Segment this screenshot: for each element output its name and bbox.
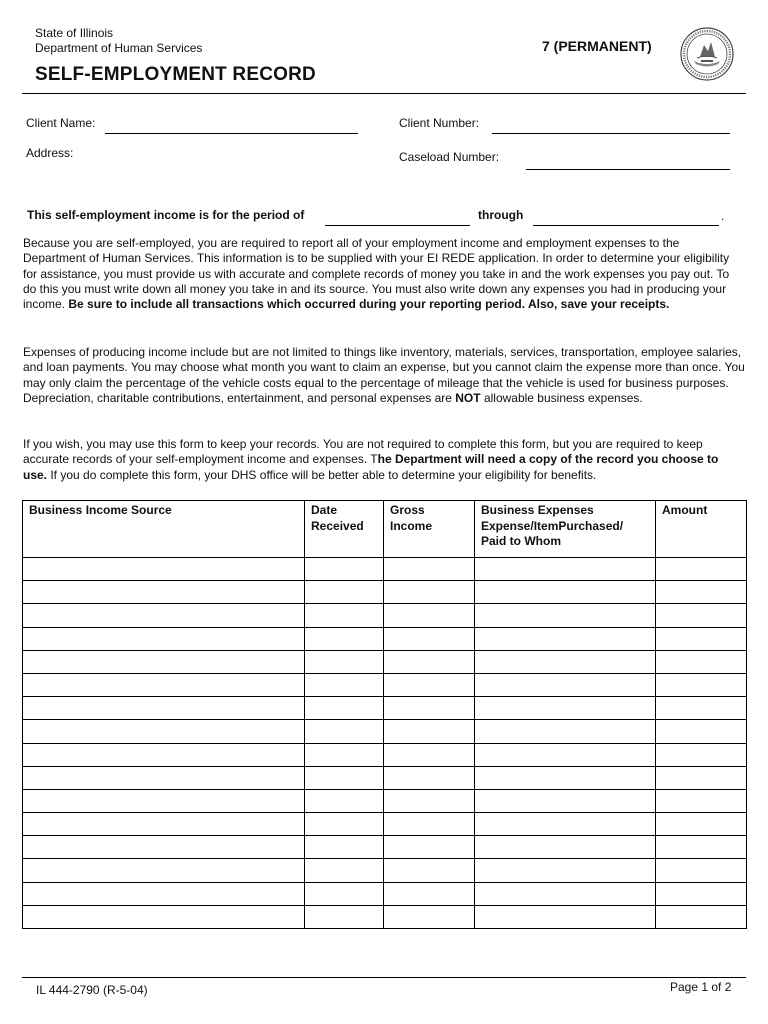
source-cell[interactable] — [23, 859, 305, 882]
paragraph-2-emphasis: NOT — [455, 390, 481, 405]
through-label: through — [478, 208, 524, 222]
gross-income-cell[interactable] — [384, 558, 475, 581]
table-row — [23, 789, 747, 812]
expense-cell[interactable] — [475, 813, 656, 836]
state-name: State of Illinois — [35, 26, 114, 40]
footer-divider — [22, 977, 746, 978]
column-header-amount-text: Amount — [662, 503, 708, 517]
date-cell[interactable] — [305, 581, 384, 604]
agency-block — [35, 26, 202, 56]
gross-income-cell[interactable] — [384, 882, 475, 905]
date-cell[interactable] — [305, 743, 384, 766]
gross-income-cell[interactable] — [384, 697, 475, 720]
department-name: Department of Human Services — [35, 41, 203, 55]
column-header-amount — [656, 501, 747, 558]
period-label: This self-employment income is for the period of — [27, 208, 305, 222]
date-cell[interactable] — [305, 604, 384, 627]
paragraph-3-text: If you wish, you may use this form to keep your records. You are not required to complete this form, but you are required to keep accurate records of your self-employment income and expenses. T — [23, 437, 703, 467]
amount-cell[interactable] — [656, 581, 747, 604]
column-header-business-income-source — [23, 501, 305, 558]
expense-cell[interactable] — [475, 766, 656, 789]
expense-cell[interactable] — [475, 581, 656, 604]
gross-income-cell[interactable] — [384, 813, 475, 836]
expense-cell[interactable] — [475, 650, 656, 673]
paragraph-2-text: Expenses of producing income include but are not limited to things like inventory, materials, services, transportation, employee salaries, and loan payments. You may choose what month you want to claim an expense, but you cannot claim the expense more than once. You may only claim the percentage of the vehicle costs equal to the percentage of mileage that the vehicle is used for business purposes. Depreciation, charitable contributions, entertainment, and personal expenses are — [23, 345, 745, 405]
table-row — [23, 627, 747, 650]
table-row — [23, 720, 747, 743]
expense-cell[interactable] — [475, 558, 656, 581]
table-row — [23, 650, 747, 673]
amount-cell[interactable] — [656, 650, 747, 673]
income-expense-table — [22, 500, 747, 929]
gross-income-cell[interactable] — [384, 627, 475, 650]
expense-cell[interactable] — [475, 905, 656, 928]
expense-cell[interactable] — [475, 743, 656, 766]
column-header-gross-income — [384, 501, 475, 558]
amount-cell[interactable] — [656, 859, 747, 882]
table-row — [23, 673, 747, 696]
column-header-date-received — [305, 501, 384, 558]
state-seal-icon — [680, 27, 734, 81]
table-row — [23, 604, 747, 627]
amount-cell[interactable] — [656, 836, 747, 859]
gross-income-cell[interactable] — [384, 836, 475, 859]
page-title: SELF-EMPLOYMENT RECORD — [35, 64, 316, 85]
expense-cell[interactable] — [475, 627, 656, 650]
column-header-date-line2: Received — [311, 518, 364, 533]
date-cell[interactable] — [305, 836, 384, 859]
gross-income-cell[interactable] — [384, 720, 475, 743]
form-type-label: 7 (PERMANENT) — [542, 38, 652, 54]
amount-cell[interactable] — [656, 743, 747, 766]
instructions-paragraph-1 — [23, 236, 745, 312]
amount-cell[interactable] — [656, 604, 747, 627]
gross-income-cell[interactable] — [384, 650, 475, 673]
expense-cell[interactable] — [475, 789, 656, 812]
table-row — [23, 558, 747, 581]
table-row — [23, 905, 747, 928]
date-cell[interactable] — [305, 673, 384, 696]
expense-cell[interactable] — [475, 836, 656, 859]
amount-cell[interactable] — [656, 697, 747, 720]
source-cell[interactable] — [23, 766, 305, 789]
expense-cell[interactable] — [475, 673, 656, 696]
column-header-gross-text: Gross Income — [390, 503, 433, 533]
header-divider — [22, 93, 746, 94]
gross-income-cell[interactable] — [384, 743, 475, 766]
expense-cell[interactable] — [475, 859, 656, 882]
column-header-expenses-line2: Expense/ItemPurchased/ — [481, 518, 624, 533]
period-start-field[interactable] — [325, 225, 470, 226]
source-cell[interactable] — [23, 836, 305, 859]
expense-cell[interactable] — [475, 882, 656, 905]
amount-cell[interactable] — [656, 673, 747, 696]
amount-cell[interactable] — [656, 558, 747, 581]
column-header-expenses-line3: Paid to Whom — [481, 534, 561, 548]
table-row — [23, 743, 747, 766]
client-number-label: Client Number: — [399, 116, 480, 130]
instructions-paragraph-3 — [23, 437, 745, 483]
date-cell[interactable] — [305, 859, 384, 882]
date-cell[interactable] — [305, 697, 384, 720]
period-end-field[interactable] — [533, 225, 719, 226]
table-header-row — [23, 501, 747, 558]
source-cell[interactable] — [23, 882, 305, 905]
client-number-field[interactable] — [492, 133, 730, 134]
date-cell[interactable] — [305, 766, 384, 789]
source-cell[interactable] — [23, 905, 305, 928]
table-row — [23, 836, 747, 859]
table-row — [23, 859, 747, 882]
date-cell[interactable] — [305, 627, 384, 650]
table-row — [23, 813, 747, 836]
amount-cell[interactable] — [656, 789, 747, 812]
amount-cell[interactable] — [656, 766, 747, 789]
address-label: Address: — [26, 146, 74, 160]
date-cell[interactable] — [305, 650, 384, 673]
source-cell[interactable] — [23, 743, 305, 766]
source-cell[interactable] — [23, 813, 305, 836]
source-cell[interactable] — [23, 604, 305, 627]
date-cell[interactable] — [305, 882, 384, 905]
column-header-source-text: Business Income Source — [29, 503, 172, 517]
caseload-number-field[interactable] — [526, 169, 730, 170]
gross-income-cell[interactable] — [384, 905, 475, 928]
caseload-number-label: Caseload Number: — [399, 150, 500, 164]
gross-income-cell[interactable] — [384, 604, 475, 627]
column-header-business-expenses — [475, 501, 656, 558]
date-cell[interactable] — [305, 905, 384, 928]
amount-cell[interactable] — [656, 905, 747, 928]
paragraph-3-tail: If you do complete this form, your DHS office will be better able to determine your eligibility for benefits. — [47, 467, 597, 482]
client-name-field[interactable] — [105, 133, 358, 134]
source-cell[interactable] — [23, 581, 305, 604]
gross-income-cell[interactable] — [384, 859, 475, 882]
source-cell[interactable] — [23, 650, 305, 673]
source-cell[interactable] — [23, 720, 305, 743]
source-cell[interactable] — [23, 697, 305, 720]
column-header-date-line1: Date — [311, 503, 338, 517]
date-cell[interactable] — [305, 720, 384, 743]
source-cell[interactable] — [23, 558, 305, 581]
gross-income-cell[interactable] — [384, 673, 475, 696]
date-cell[interactable] — [305, 558, 384, 581]
form-number: IL 444-2790 (R-5-04) — [36, 983, 148, 997]
amount-cell[interactable] — [656, 813, 747, 836]
column-header-expenses-line1: Business Expenses — [481, 503, 594, 517]
gross-income-cell[interactable] — [384, 766, 475, 789]
client-name-label: Client Name: — [26, 116, 96, 130]
expense-cell[interactable] — [475, 604, 656, 627]
period-end-mark: . — [721, 209, 725, 223]
table-row — [23, 882, 747, 905]
expense-cell[interactable] — [475, 697, 656, 720]
source-cell[interactable] — [23, 789, 305, 812]
gross-income-cell[interactable] — [384, 789, 475, 812]
table-row — [23, 766, 747, 789]
paragraph-2-tail: allowable business expenses. — [480, 390, 643, 405]
amount-cell[interactable] — [656, 882, 747, 905]
source-cell[interactable] — [23, 627, 305, 650]
table-row — [23, 581, 747, 604]
amount-cell[interactable] — [656, 720, 747, 743]
address-field[interactable] — [26, 162, 366, 192]
gross-income-cell[interactable] — [384, 581, 475, 604]
paragraph-1-text: Because you are self-employed, you are required to report all of your employment income and employment expenses to the Department of Human Services. This information is to be supplied with your EI REDE application. In order to determine your eligibility for assistance, you must provide us with accurate and complete records of money you take in and the work expenses you pay out. To do this you must write down all money you take in and its source. You must also write down any expenses you had in producing your income. — [23, 236, 730, 312]
amount-cell[interactable] — [656, 627, 747, 650]
table-body — [23, 558, 747, 929]
date-cell[interactable] — [305, 789, 384, 812]
expense-cell[interactable] — [475, 720, 656, 743]
table-row — [23, 697, 747, 720]
date-cell[interactable] — [305, 813, 384, 836]
paragraph-1-emphasis: Be sure to include all transactions which occurred during your reporting period. Also, save your receipts. — [68, 297, 670, 312]
instructions-paragraph-2 — [23, 345, 745, 406]
paragraph-3-emphasis: he Department will need a copy of the record you choose to use. — [23, 452, 719, 482]
page-number: Page 1 of 2 — [670, 980, 732, 994]
source-cell[interactable] — [23, 673, 305, 696]
